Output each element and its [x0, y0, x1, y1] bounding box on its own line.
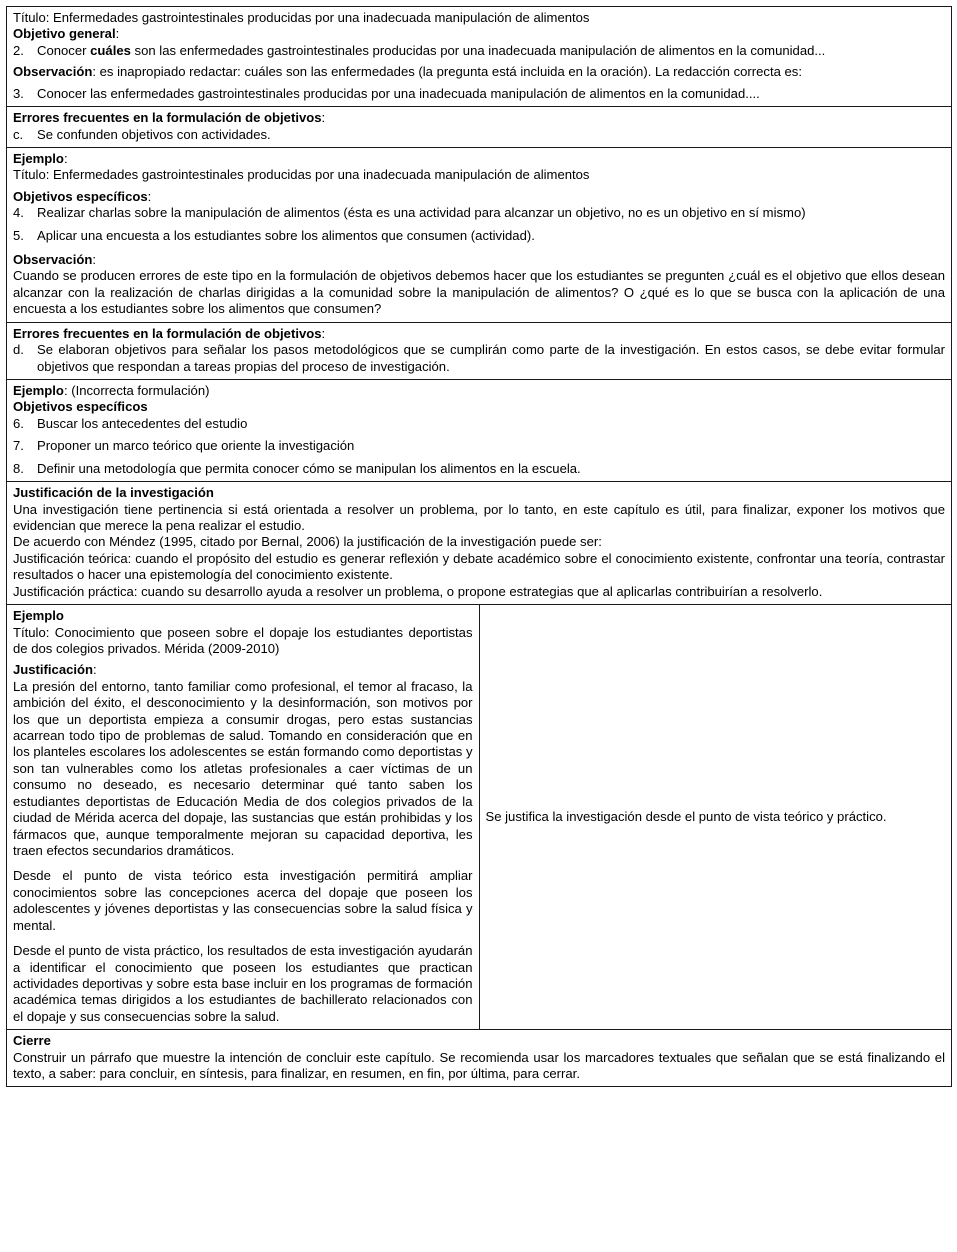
- list-item: [13, 342, 945, 375]
- objetivo-general-colon: :: [115, 26, 120, 42]
- ejemplo-heading: [13, 151, 945, 167]
- ejemplo-label: Ejemplo: [13, 150, 64, 166]
- cierre-heading: Cierre: [13, 1033, 51, 1049]
- observacion-heading: [13, 252, 945, 268]
- observacion-paragraph: [13, 64, 945, 80]
- table-row: [7, 380, 952, 482]
- table-row: [7, 1030, 952, 1087]
- justificacion-paragraph: Una investigación tiene pertinencia si está orientada a resolver un problema, por lo tanto, en este capítulo es útil, para finalizar, exponer los motivos que evidencian que merece la pena realizar el estudio.: [13, 501, 945, 533]
- list-item-number: 5.: [13, 227, 24, 243]
- list-item-text: Conocer las enfermedades gastrointestinales producidas por una inadecuada manipulación de alimentos en la comunidad....: [37, 85, 760, 101]
- cell-justificacion: [7, 482, 952, 605]
- table-row: [7, 147, 952, 322]
- list-item-text: Definir una metodología que permita conocer cómo se manipulan los alimentos en la escuela.: [37, 460, 581, 476]
- list-item: [13, 461, 945, 477]
- justificacion-paragraph: La presión del entorno, tanto familiar como profesional, el temor al fracaso, la ambición del éxito, el desconocimiento y la desinformación, son motivos por los que un deportista empieza a consumir drogas, pero estas sustancias acarrean todo tipo de problemas de salud. Tomando en consideración que en los planteles escolares los adolescentes se están formando como deportistas y son tan vulnerables como los atletas profesionales a caer víctimas de un consumo no deseado, es necesario determinar qué tanto saben los estudiantes deportistas de Educación Media de dos colegios privados de la ciudad de Mérida acerca del dopaje, las sustancias que están prohibidas y los fármacos que, aunque temporalmente mejoran su capacidad deportiva, les traen efectos secundarios dramáticos.: [13, 678, 473, 858]
- list-item-number: 2.: [13, 42, 24, 58]
- list-item: [13, 43, 945, 59]
- list-item: [13, 438, 945, 454]
- objetivo-general-label: Objetivo general: [13, 26, 116, 42]
- errores-heading-colon: :: [321, 325, 326, 341]
- resumen-text: Se justifica la investigación desde el punto de vista teórico y práctico.: [485, 809, 887, 825]
- cell-cierre: [7, 1030, 952, 1087]
- list-item-text: Aplicar una encuesta a los estudiantes sobre los alimentos que consumen (actividad).: [37, 227, 535, 243]
- table-row: [7, 605, 952, 1030]
- list-item-text: Se confunden objetivos con actividades.: [37, 126, 271, 142]
- table-row: [7, 107, 952, 148]
- list-item-number: 7.: [13, 438, 24, 454]
- cell-errores-c: [7, 107, 952, 148]
- errores-heading: [13, 110, 945, 126]
- table-row: [7, 322, 952, 379]
- table-row: [7, 7, 952, 107]
- content-table: [6, 6, 952, 1087]
- justificacion-paragraph: Desde el punto de vista teórico esta investigación permitirá ampliar conocimientos sobre las concepciones acerca del dopaje que poseen los adolescentes y jóvenes deportistas y las consecuencias sobre la salud física y mental.: [13, 868, 473, 933]
- table-row: [7, 482, 952, 605]
- ejemplo-titulo: Título: Conocimiento que poseen sobre el dopaje los estudiantes deportistas de dos colegios privados. Mérida (2009-2010): [13, 624, 473, 656]
- justificacion-colon: :: [93, 662, 97, 678]
- list-item-number: c.: [13, 126, 24, 142]
- item-text-emphasis: cuáles: [90, 42, 131, 58]
- list-item-text: Proponer un marco teórico que oriente la investigación: [37, 438, 355, 454]
- objetivos-especificos-label: Objetivos específicos: [13, 188, 148, 204]
- observacion-body: Cuando se producen errores de este tipo en la formulación de objetivos debemos hacer que los estudiantes se pregunten ¿cuál es el objetivo que ellos desean alcanzar con la realización de charlas dirigidas a la comunidad sobre la manipulación de alimentos? O ¿qué es lo que se busca con la aplicación de una encuesta a los estudiantes sobre los alimentos que consumen?: [13, 268, 945, 317]
- errores-heading-colon: :: [321, 110, 326, 126]
- cell-ejemplo-dopaje: [7, 605, 480, 1030]
- list-item-number: 8.: [13, 460, 24, 476]
- cell-ejemplo-especificos: [7, 147, 952, 322]
- observacion-label: Observación: [13, 252, 93, 268]
- errores-heading-label: Errores frecuentes en la formulación de objetivos: [13, 110, 322, 126]
- justificacion-label: Justificación: [13, 662, 94, 678]
- cell-errores-d: [7, 322, 952, 379]
- list-item: [13, 416, 945, 432]
- observacion-text: : es inapropiado redactar: cuáles son las enfermedades (la pregunta está incluida en la oración). La redacción correcta es:: [92, 64, 802, 80]
- objetivos-especificos-colon: :: [147, 188, 152, 204]
- item-text-post: son las enfermedades gastrointestinales producidas por una inadecuada manipulación de alimentos en la comunidad...: [130, 42, 826, 58]
- list-item-number: 4.: [13, 205, 24, 221]
- objetivos-especificos-heading: Objetivos específicos: [13, 399, 148, 415]
- list-item-number: 6.: [13, 415, 24, 431]
- objetivos-especificos-heading: [13, 189, 945, 205]
- errores-heading: [13, 326, 945, 342]
- justificacion-paragraph: Justificación práctica: cuando su desarrollo ayuda a resolver un problema, o propone estrategias que al aplicarlas contribuirían a resolverlo.: [13, 583, 823, 599]
- observacion-label: Observación: [13, 64, 93, 80]
- cierre-text: Construir un párrafo que muestre la intención de concluir este capítulo. Se recomienda usar los marcadores textuales que señalan que se está finalizando el texto, a saber: para concluir, en síntesis, para finalizar, en resumen, en fin, por última, para cerrar.: [13, 1049, 945, 1082]
- justificacion-paragraph: Desde el punto de vista práctico, los resultados de esta investigación ayudarán a identificar el conocimiento que poseen los estudiantes que practican actividades deportivas y sobre esta base incluir en los programas de formación académica temas dirigidos a los estudiantes de bachillerato relacionados con el dopaje y sus consecuencias sobre la salud.: [13, 943, 473, 1024]
- ejemplo-colon: :: [63, 150, 68, 166]
- list-item-text: [37, 43, 945, 59]
- list-item-number: d.: [13, 342, 24, 358]
- observacion-colon: :: [92, 252, 96, 268]
- ejemplo-titulo: Título: Enfermedades gastrointestinales producidas por una inadecuada manipulación de alimentos: [13, 167, 590, 183]
- list-item-text: Buscar los antecedentes del estudio: [37, 415, 248, 431]
- cell-objetivo-general: [7, 7, 952, 107]
- ejemplo-heading: [13, 383, 945, 399]
- justificacion-heading: Justificación de la investigación: [13, 485, 214, 501]
- justificacion-heading: [13, 662, 473, 678]
- item-text-pre: Conocer: [37, 42, 91, 58]
- list-item: [13, 205, 945, 221]
- list-item: [13, 86, 945, 102]
- errores-heading-label: Errores frecuentes en la formulación de objetivos: [13, 325, 322, 341]
- list-item: [13, 228, 945, 244]
- justificacion-paragraph: De acuerdo con Méndez (1995, citado por Bernal, 2006) la justificación de la investigación puede ser:: [13, 534, 602, 550]
- list-item-text: Realizar charlas sobre la manipulación de alimentos (ésta es una actividad para alcanzar un objetivo, no es un objetivo en sí mismo): [37, 205, 806, 221]
- justificacion-paragraph: Justificación teórica: cuando el propósito del estudio es generar reflexión y debate académico sobre el conocimiento existente, confrontar una teoría, contrastar resultados o hacer una epistemología del conocimiento existente.: [13, 550, 945, 583]
- ejemplo-suffix: : (Incorrecta formulación): [63, 383, 210, 399]
- ejemplo-label: Ejemplo: [13, 608, 64, 624]
- titulo-line: Título: Enfermedades gastrointestinales producidas por una inadecuada manipulación de alimentos: [13, 10, 590, 25]
- list-item-text: Se elaboran objetivos para señalar los pasos metodológicos que se cumplirán como parte de la investigación. En estos casos, se debe evitar formular objetivos que respondan a tareas propias del proceso de investigación.: [37, 342, 945, 374]
- ejemplo-label: Ejemplo: [13, 383, 64, 399]
- list-item-number: 3.: [13, 85, 24, 101]
- cell-justificacion-resumen: [479, 605, 952, 1030]
- cell-ejemplo-incorrecta: [7, 380, 952, 482]
- list-item: [13, 127, 945, 143]
- objetivo-general-heading: [13, 26, 945, 42]
